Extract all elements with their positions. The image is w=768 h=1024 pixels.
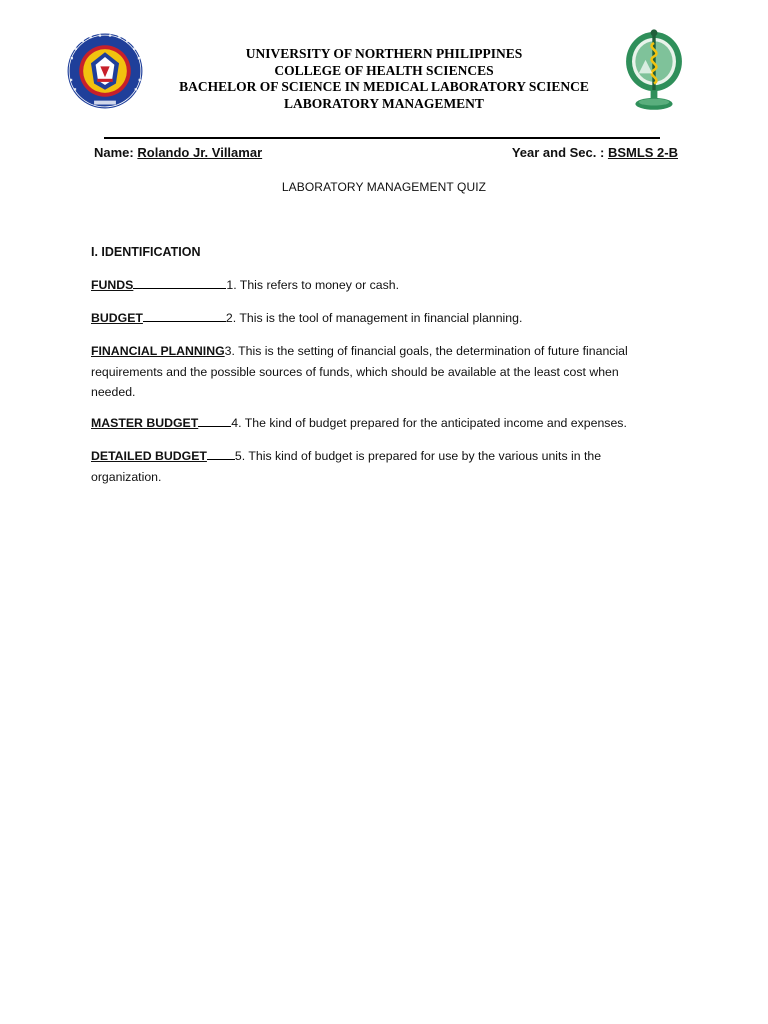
student-info-row [94, 145, 678, 163]
quiz-item-2 [91, 308, 651, 329]
header-divider [104, 137, 660, 139]
answer-blank [133, 276, 226, 289]
answer-2: BUDGET [91, 311, 143, 325]
quiz-item-5 [91, 446, 651, 487]
question-2: 2. This is the tool of management in financial planning. [225, 311, 523, 325]
year-value: BSMLS 2-B [607, 145, 678, 160]
answer-4: MASTER BUDGET [91, 416, 199, 430]
header-college: COLLEGE OF HEALTH SCIENCES [274, 62, 494, 78]
college-seal-logo [620, 26, 688, 114]
section-title: I. IDENTIFICATION [91, 245, 201, 259]
header-program: BACHELOR OF SCIENCE IN MEDICAL LABORATORY SCIENCE [179, 79, 589, 94]
answer-blank [207, 447, 235, 460]
question-4: 4. The kind of budget prepared for the anticipated income and expenses. [231, 416, 627, 430]
answer-5: DETAILED BUDGET [91, 449, 207, 463]
header-university: UNIVERSITY OF NORTHERN PHILIPPINES [245, 46, 523, 61]
answer-blank [198, 414, 231, 427]
quiz-item-3 [91, 341, 651, 403]
student-name [94, 145, 262, 160]
quiz-item-4 [91, 413, 651, 434]
quiz-title: LABORATORY MANAGEMENT QUIZ [281, 180, 487, 194]
header-course: LABORATORY MANAGEMENT [284, 95, 484, 111]
answer-3: FINANCIAL PLANNING [91, 344, 225, 358]
name-value: Rolando Jr. Villamar [137, 145, 263, 160]
document-header [150, 46, 618, 112]
question-5: 5. This kind of budget is prepared for use by the various units in the organization. [91, 449, 602, 484]
name-label: Name: [94, 145, 134, 160]
student-year-section [512, 145, 678, 160]
question-3: 3. This is the setting of financial goals, the determination of future financial requirements and the possible sources of funds, which should be available at the least cost when needed. [91, 344, 628, 399]
quiz-item-1 [91, 275, 651, 296]
university-seal-logo [66, 32, 144, 110]
question-1: 1. This refers to money or cash. [226, 278, 400, 292]
answer-1: FUNDS [91, 278, 134, 292]
year-label: Year and Sec. : [511, 145, 605, 160]
answer-blank [143, 309, 226, 322]
